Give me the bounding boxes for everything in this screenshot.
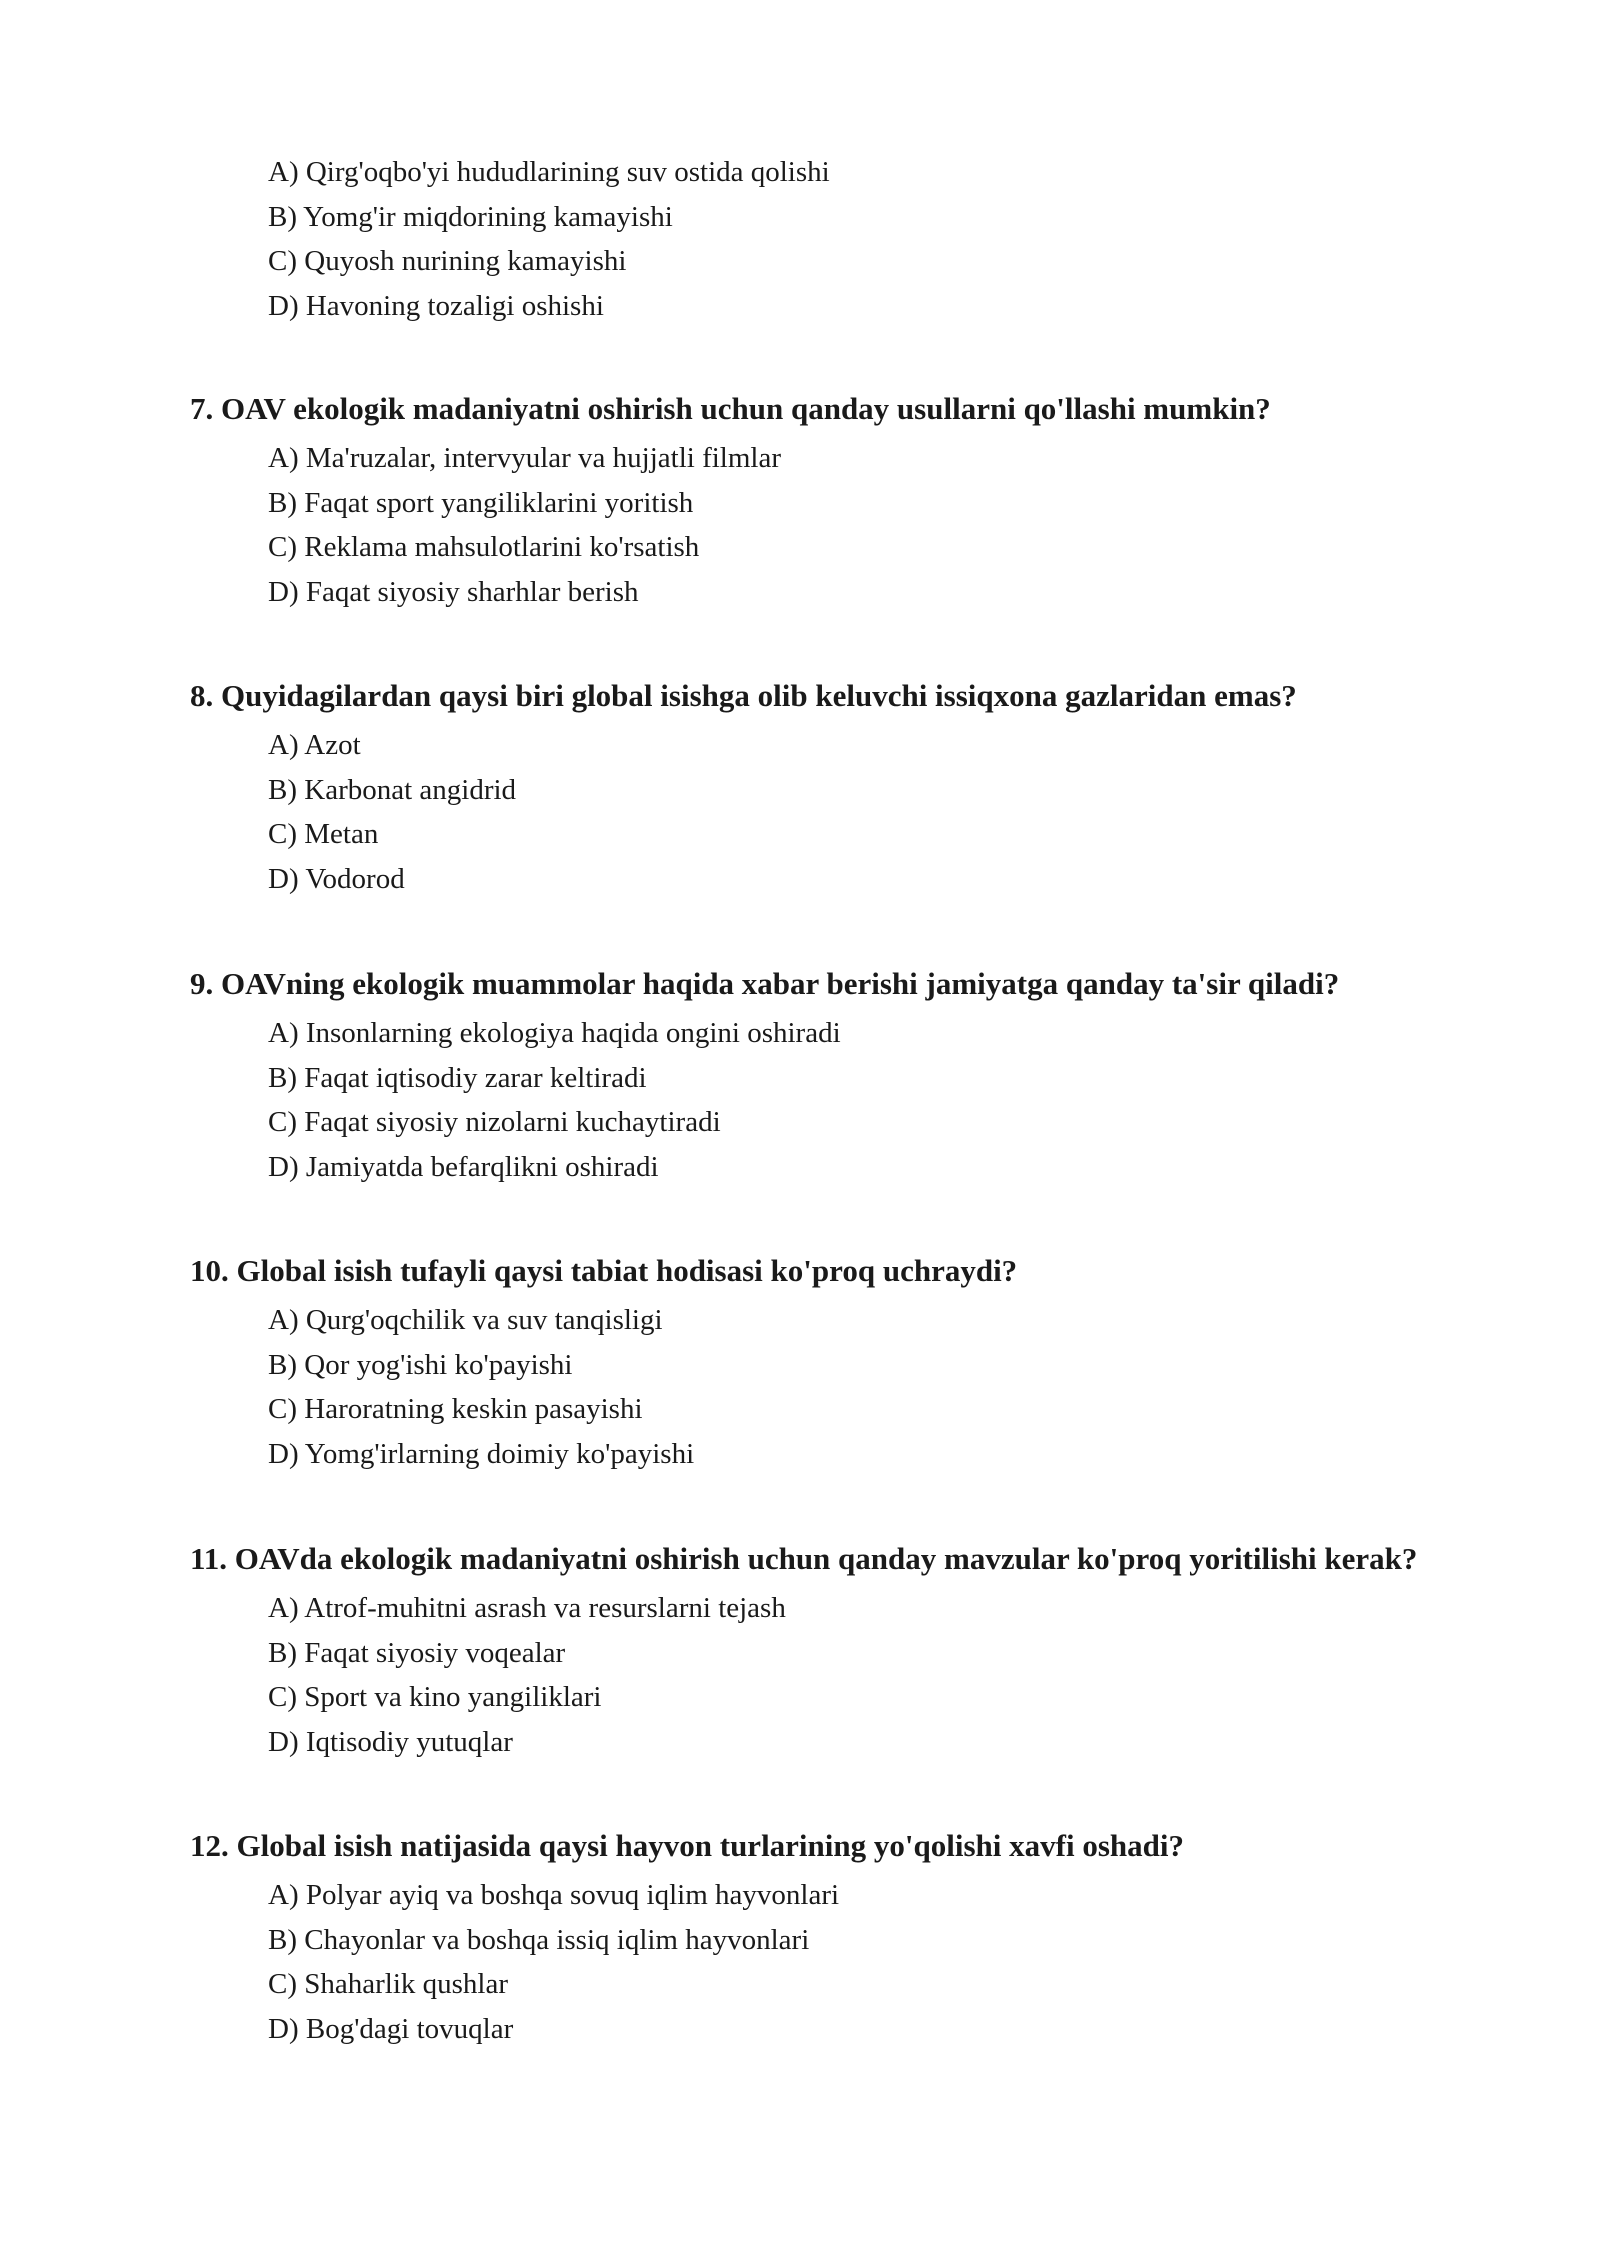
option-b: B) Qor yog'ishi ko'payishi — [268, 1348, 573, 1381]
option-a: A) Ma'ruzalar, intervyular va hujjatli filmlar — [268, 442, 781, 474]
option-d: D) Vodorod — [268, 862, 405, 895]
option-b: B) Faqat iqtisodiy zarar keltiradi — [268, 1061, 647, 1094]
option-c: C) Sport va kino yangiliklari — [268, 1681, 602, 1713]
question-title: 11. OAVda ekologik madaniyatni oshirish uchun qanday mavzular ko'proq yoritilishi kerak? — [190, 1541, 1418, 1576]
option-b: B) Yomg'ir miqdorining kamayishi — [268, 200, 673, 233]
option-d: D) Faqat siyosiy sharhlar berish — [268, 575, 639, 608]
option-b: B) Faqat siyosiy voqealar — [268, 1636, 566, 1669]
option-d: D) Iqtisodiy yutuqlar — [268, 1725, 513, 1758]
option-c: C) Haroratning keskin pasayishi — [268, 1393, 643, 1425]
option-b: B) Chayonlar va boshqa issiq iqlim hayvonlari — [268, 1923, 810, 1956]
options-list — [268, 1298, 1490, 1476]
question-title: 7. OAV ekologik madaniyatni oshirish uchun qanday usullarni qo'llashi mumkin? — [190, 391, 1271, 426]
option-d: D) Jamiyatda befarqlikni oshiradi — [268, 1150, 659, 1183]
option-d: D) Yomg'irlarning doimiy ko'payishi — [268, 1437, 695, 1470]
option-a: A) Qirg'oqbo'yi hududlarining suv ostida qolishi — [268, 156, 830, 188]
question-title: 8. Quyidagilardan qaysi biri global isishga olib keluvchi issiqxona gazlaridan emas? — [190, 678, 1297, 713]
question-12 — [190, 1826, 1490, 2051]
option-a: A) Azot — [268, 729, 361, 761]
question-title: 12. Global isish natijasida qaysi hayvon turlarining yo'qolishi xavfi oshadi? — [190, 1828, 1184, 1863]
question-title: 9. OAVning ekologik muammolar haqida xabar berishi jamiyatga qanday ta'sir qiladi? — [190, 966, 1340, 1001]
options-list — [268, 436, 1490, 614]
question-10 — [190, 1251, 1490, 1476]
question-7 — [190, 389, 1490, 614]
option-b: B) Karbonat angidrid — [268, 773, 517, 806]
question-8 — [190, 676, 1490, 901]
continued-options-list — [268, 150, 830, 328]
options-list — [268, 1586, 1490, 1764]
option-c: C) Faqat siyosiy nizolarni kuchaytiradi — [268, 1106, 721, 1138]
options-list — [268, 1873, 1490, 2051]
option-a: A) Polyar ayiq va boshqa sovuq iqlim hayvonlari — [268, 1879, 840, 1911]
option-d: D) Bog'dagi tovuqlar — [268, 2012, 514, 2045]
options-list — [268, 723, 1490, 901]
option-a: A) Qurg'oqchilik va suv tanqisligi — [268, 1304, 663, 1336]
option-d: D) Havoning tozaligi oshishi — [268, 289, 604, 322]
option-b: B) Faqat sport yangiliklarini yoritish — [268, 486, 694, 519]
question-11 — [190, 1539, 1490, 1764]
option-c: C) Shaharlik qushlar — [268, 1968, 509, 2000]
option-a: A) Insonlarning ekologiya haqida ongini oshiradi — [268, 1017, 841, 1049]
option-c: C) Reklama mahsulotlarini ko'rsatish — [268, 531, 700, 563]
option-a: A) Atrof-muhitni asrash va resurslarni tejash — [268, 1592, 786, 1624]
question-title: 10. Global isish tufayli qaysi tabiat hodisasi ko'proq uchraydi? — [190, 1253, 1018, 1288]
option-c: C) Metan — [268, 818, 379, 850]
option-c: C) Quyosh nurining kamayishi — [268, 245, 627, 277]
options-list — [268, 1011, 1490, 1189]
question-9 — [190, 964, 1490, 1189]
